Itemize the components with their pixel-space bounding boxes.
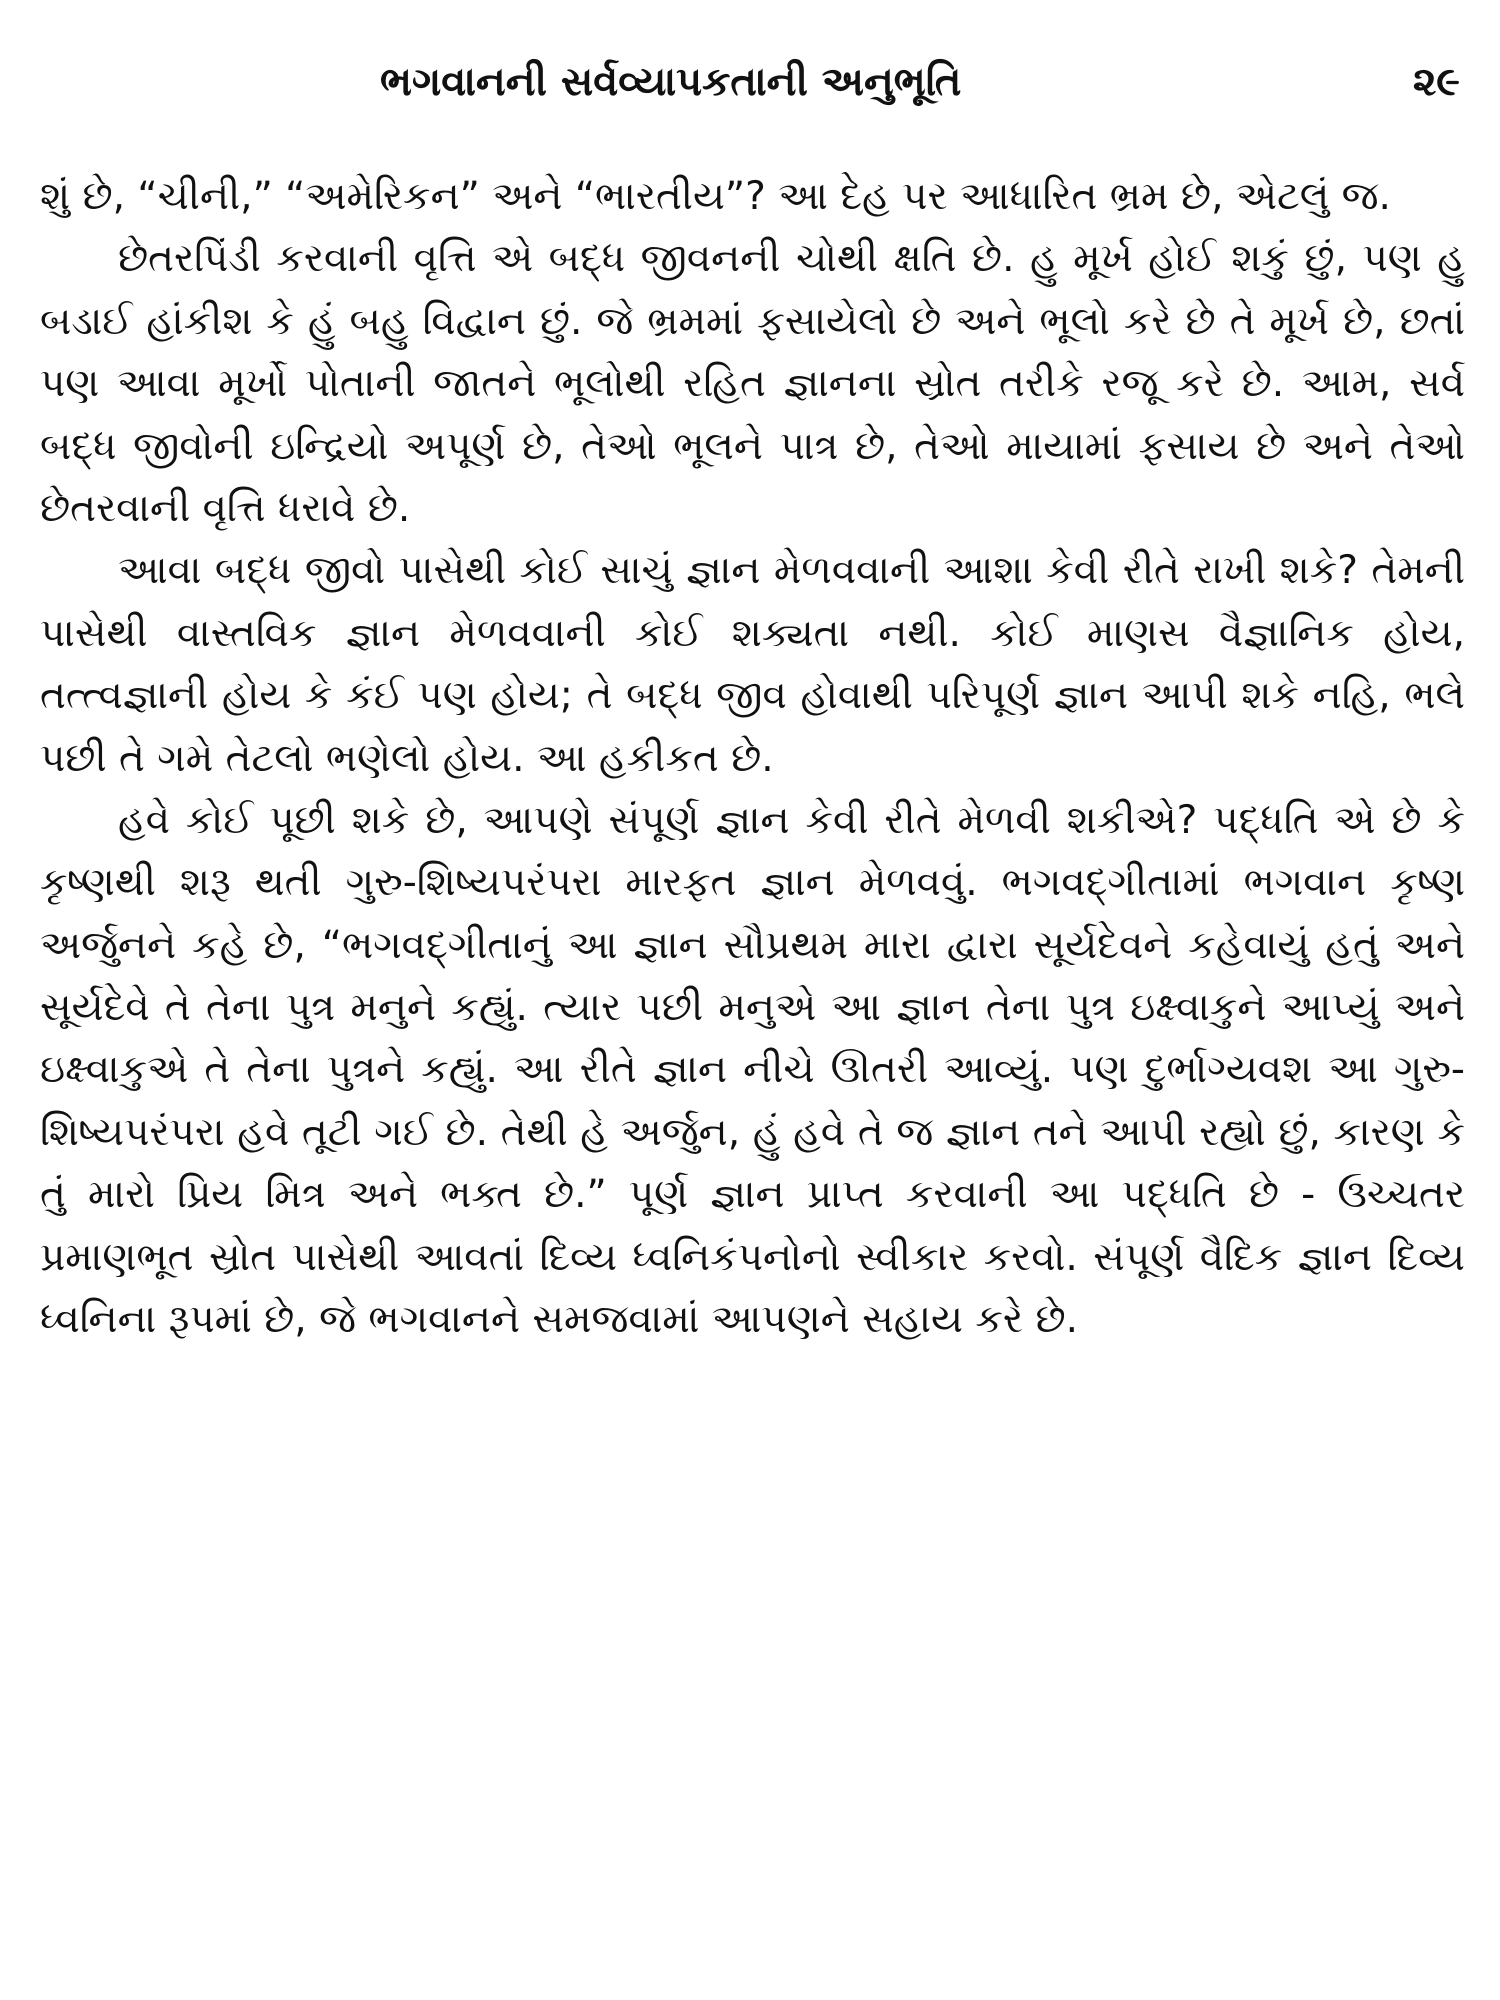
running-title: ભગવાનની સર્વવ્યાપકતાની અનુભૂતિ — [380, 59, 962, 105]
paragraph: આવા બદ્ધ જીવો પાસેથી કોઈ સાચું જ્ઞાન મેળવવાની આશા કેવી રીતે રાખી શકે? તેમની પાસેથી વાસ્તવિક જ્ઞાન મેળવવાની કોઈ શક્યતા નથી. કોઈ માણસ વૈજ્ઞાનિક હોય, તત્ત્વજ્ઞાની હોય કે કંઈ પણ હોય; તે બદ્ધ જીવ હોવાથી પરિપૂર્ણ જ્ઞાન આપી શકે નહિ, ભલે પછી તે ગમે તેટલો ભણેલો હોય. આ હકીકત છે. — [40, 548, 1466, 781]
paragraph: છેતરપિંડી કરવાની વૃત્તિ એ બદ્ધ જીવનની ચોથી ક્ષતિ છે. હુ મૂર્ખ હોઈ શકું છું, પણ હુ બડાઈ હાંકીશ કે હું બહુ વિદ્વાન છું. જે ભ્રમમાં ફસાયેલો છે અને ભૂલો કરે છે તે મૂર્ખ છે, છતાં પણ આવા મૂર્ખો પોતાની જાતને ભૂલોથી રહિત જ્ઞાનના સ્રોત તરીકે રજૂ કરે છે. આમ, સર્વ બદ્ધ જીવોની ઇન્દ્રિયો અપૂર્ણ છે, તેઓ ભૂલને પાત્ર છે, તેઓ માયામાં ફસાય છે અને તેઓ છેતરવાની વૃત્તિ ધરાવે છે. — [40, 236, 1465, 531]
paragraph-continuation: શું છે, “ચીની,” “અમેરિકન” અને “ભારતીય”? આ દેહ પર આધારિત ભ્રમ છે, એટલું જ. — [40, 174, 1391, 219]
paragraph: હવે કોઈ પૂછી શકે છે, આપણે સંપૂર્ણ જ્ઞાન કેવી રીતે મેળવી શકીએ? પદ્ધતિ એ છે કે કૃષ્ણથી શરૂ થતી ગુરુ-શિષ્યપરંપરા મારફત જ્ઞાન મેળવવું. ભગવદ્‌ગીતામાં ભગવાન કૃષ્ણ અર્જુનને કહે છે, “ભગવદ્‌ગીતાનું આ જ્ઞાન સૌપ્રથમ મારા દ્વારા સૂર્યદેવને કહેવાયું હતું અને સૂર્યદેવે તે તેના પુત્ર મનુને કહ્યું. ત્યાર પછી મનુએ આ જ્ઞાન તેના પુત્ર ઇક્ષ્વાકુને આપ્યું અને ઇક્ષ્વાકુએ તે તેના પુત્રને કહ્યું. આ રીતે જ્ઞાન નીચે ઊતરી આવ્યું. પણ દુર્ભાગ્યવશ આ ગુરુ-શિષ્યપરંપરા હવે તૂટી ગઈ છે. તેથી હે અર્જુન, હું હવે તે જ જ્ઞાન તને આપી રહ્યો છું, કારણ કે તું મારો પ્રિય મિત્ર અને ભક્ત છે.” પૂર્ણ જ્ઞાન પ્રાપ્ત કરવાની આ પદ્ધતિ છે - ઉચ્ચતર પ્રમાણભૂત સ્રોત પાસેથી આવતાં દિવ્ય ધ્વનિકંપનોનો સ્વીકાર કરવો. સંપૂર્ણ વૈદિક જ્ઞાન દિવ્ય ધ્વનિના રૂપમાં છે, જે ભગવાનને સમજવામાં આપણને સહાય કરે છે. — [40, 797, 1465, 1343]
page-header — [0, 52, 1500, 132]
body-text — [40, 166, 1465, 1351]
page-number: ૨૯ — [1412, 59, 1460, 105]
